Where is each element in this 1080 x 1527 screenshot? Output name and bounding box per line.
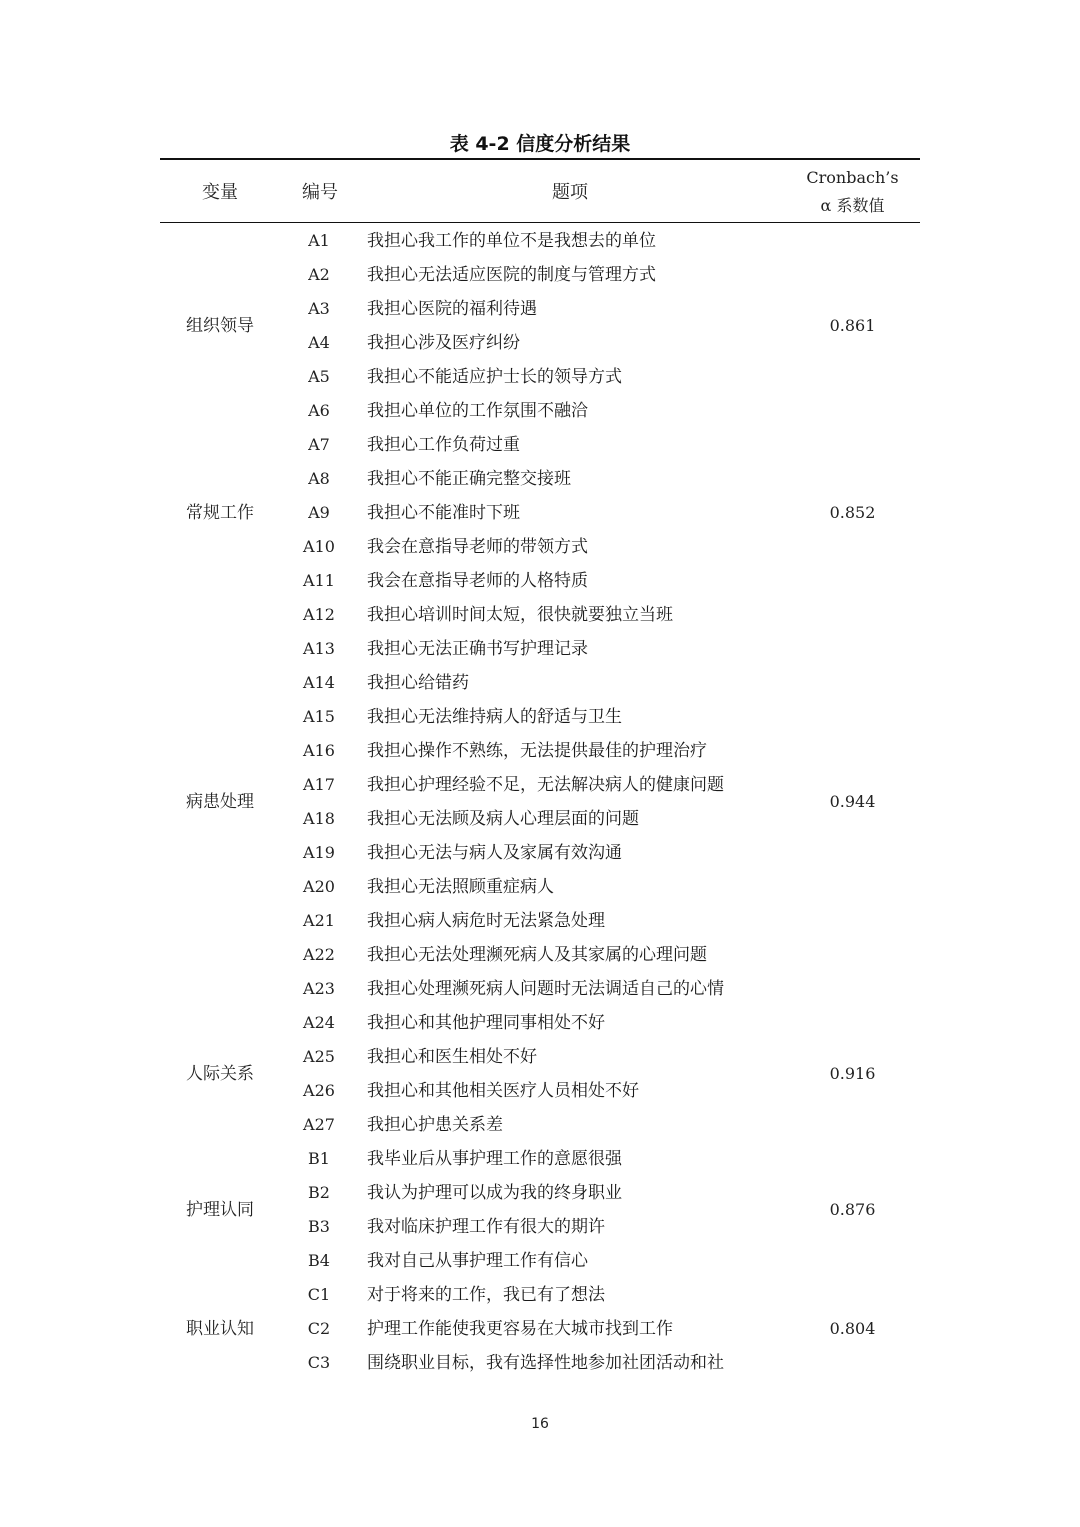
item-code: A13	[303, 639, 335, 658]
table-row	[0, 700, 1080, 734]
item-text: 我担心单位的工作氛围不融洽	[367, 401, 588, 421]
table-row	[0, 1006, 1080, 1040]
item-text: 护理工作能使我更容易在大城市找到工作	[367, 1319, 673, 1339]
group-alpha: 0.804	[829, 1319, 876, 1338]
group-name: 组织领导	[186, 316, 254, 336]
item-text: 我担心和医生相处不好	[367, 1047, 537, 1067]
item-code: A6	[308, 401, 330, 420]
table-row	[0, 972, 1080, 1006]
item-code: A9	[308, 503, 330, 522]
header-variable: 变量	[202, 182, 238, 203]
item-text: 我毕业后从事护理工作的意愿很强	[367, 1149, 622, 1169]
item-text: 我担心不能准时下班	[367, 503, 520, 523]
item-code: A20	[303, 877, 335, 896]
item-code: A15	[303, 707, 335, 726]
table-row	[0, 1244, 1080, 1278]
item-code: A12	[303, 605, 335, 624]
item-code: A23	[303, 979, 335, 998]
item-code: A8	[308, 469, 330, 488]
group-name: 人际关系	[186, 1064, 254, 1084]
item-code: A3	[308, 299, 330, 318]
item-text: 我担心和其他相关医疗人员相处不好	[367, 1081, 639, 1101]
group-alpha: 0.852	[829, 503, 876, 522]
item-text: 对于将来的工作，我已有了想法	[367, 1285, 605, 1305]
item-text: 我担心我工作的单位不是我想去的单位	[367, 231, 656, 251]
table-row	[0, 870, 1080, 904]
item-text: 我担心工作负荷过重	[367, 435, 520, 455]
item-text: 我担心不能正确完整交接班	[367, 469, 571, 489]
item-code: B3	[308, 1217, 330, 1236]
group-alpha: 0.916	[829, 1064, 876, 1083]
item-code: A5	[308, 367, 330, 386]
item-code: C2	[307, 1319, 331, 1338]
item-code: B1	[308, 1149, 330, 1168]
page-number: 16	[531, 1416, 549, 1432]
item-text: 我担心无法正确书写护理记录	[367, 639, 588, 659]
item-code: A10	[303, 537, 335, 556]
item-text: 我担心无法维持病人的舒适与卫生	[367, 707, 622, 727]
item-text: 我认为护理可以成为我的终身职业	[367, 1183, 622, 1203]
header-alpha	[785, 164, 920, 220]
item-code: A1	[308, 231, 330, 250]
table-row	[0, 258, 1080, 292]
item-code: A18	[303, 809, 335, 828]
group-name: 护理认同	[186, 1200, 254, 1220]
item-text: 我担心处理濒死病人问题时无法调适自己的心情	[367, 979, 724, 999]
item-code: A27	[303, 1115, 335, 1134]
table-row	[0, 904, 1080, 938]
table-row	[0, 360, 1080, 394]
group-alpha: 0.861	[829, 316, 876, 335]
group-alpha: 0.944	[829, 792, 876, 811]
header-alpha-line1: Cronbach’s	[806, 168, 899, 187]
item-text: 我对临床护理工作有很大的期许	[367, 1217, 605, 1237]
table-caption: 表 4-2 信度分析结果	[449, 133, 631, 155]
item-code: B4	[308, 1251, 330, 1270]
item-code: A7	[308, 435, 330, 454]
table-row	[0, 1142, 1080, 1176]
item-code: A11	[303, 571, 335, 590]
item-code: A4	[308, 333, 330, 352]
table-row	[0, 938, 1080, 972]
table-row	[0, 598, 1080, 632]
table-row	[0, 564, 1080, 598]
item-code: A19	[303, 843, 335, 862]
item-text: 我担心无法照顾重症病人	[367, 877, 554, 897]
table-row	[0, 836, 1080, 870]
group-name: 病患处理	[186, 792, 254, 812]
item-text: 我担心无法与病人及家属有效沟通	[367, 843, 622, 863]
table-top-rule	[160, 158, 920, 160]
table-row	[0, 1346, 1080, 1380]
item-text: 围绕职业目标，我有选择性地参加社团活动和社	[367, 1353, 724, 1373]
item-code: B2	[308, 1183, 330, 1202]
table-row	[0, 734, 1080, 768]
table-row	[0, 428, 1080, 462]
item-code: A21	[303, 911, 335, 930]
item-text: 我担心护理经验不足，无法解决病人的健康问题	[367, 775, 724, 795]
item-code: A24	[303, 1013, 335, 1032]
header-item: 题项	[552, 182, 588, 203]
item-code: A16	[303, 741, 335, 760]
table-row	[0, 462, 1080, 496]
item-text: 我担心和其他护理同事相处不好	[367, 1013, 605, 1033]
item-code: C1	[307, 1285, 331, 1304]
item-text: 我担心无法顾及病人心理层面的问题	[367, 809, 639, 829]
item-code: A2	[308, 265, 330, 284]
table-row	[0, 1278, 1080, 1312]
item-text: 我对自己从事护理工作有信心	[367, 1251, 588, 1271]
item-code: C3	[307, 1353, 331, 1372]
table-row	[0, 530, 1080, 564]
table-header-rule	[160, 222, 920, 223]
header-alpha-line2: α 系数值	[820, 196, 885, 215]
item-text: 我担心无法适应医院的制度与管理方式	[367, 265, 656, 285]
item-text: 我担心培训时间太短，很快就要独立当班	[367, 605, 673, 625]
table-row	[0, 224, 1080, 258]
item-text: 我担心不能适应护士长的领导方式	[367, 367, 622, 387]
header-code: 编号	[302, 182, 338, 203]
item-text: 我担心无法处理濒死病人及其家属的心理问题	[367, 945, 707, 965]
table-row	[0, 1108, 1080, 1142]
item-text: 我担心涉及医疗纠纷	[367, 333, 520, 353]
item-code: A26	[303, 1081, 335, 1100]
table-row	[0, 632, 1080, 666]
item-code: A17	[303, 775, 335, 794]
item-text: 我会在意指导老师的人格特质	[367, 571, 588, 591]
table-row	[0, 666, 1080, 700]
item-text: 我担心病人病危时无法紧急处理	[367, 911, 605, 931]
item-code: A25	[303, 1047, 335, 1066]
item-code: A14	[303, 673, 335, 692]
item-code: A22	[303, 945, 335, 964]
group-name: 职业认知	[186, 1319, 254, 1339]
item-text: 我担心护患关系差	[367, 1115, 503, 1135]
item-text: 我担心操作不熟练，无法提供最佳的护理治疗	[367, 741, 707, 761]
item-text: 我会在意指导老师的带领方式	[367, 537, 588, 557]
item-text: 我担心医院的福利待遇	[367, 299, 537, 319]
group-alpha: 0.876	[829, 1200, 876, 1219]
item-text: 我担心给错药	[367, 673, 469, 693]
table-row	[0, 394, 1080, 428]
group-name: 常规工作	[186, 503, 254, 523]
